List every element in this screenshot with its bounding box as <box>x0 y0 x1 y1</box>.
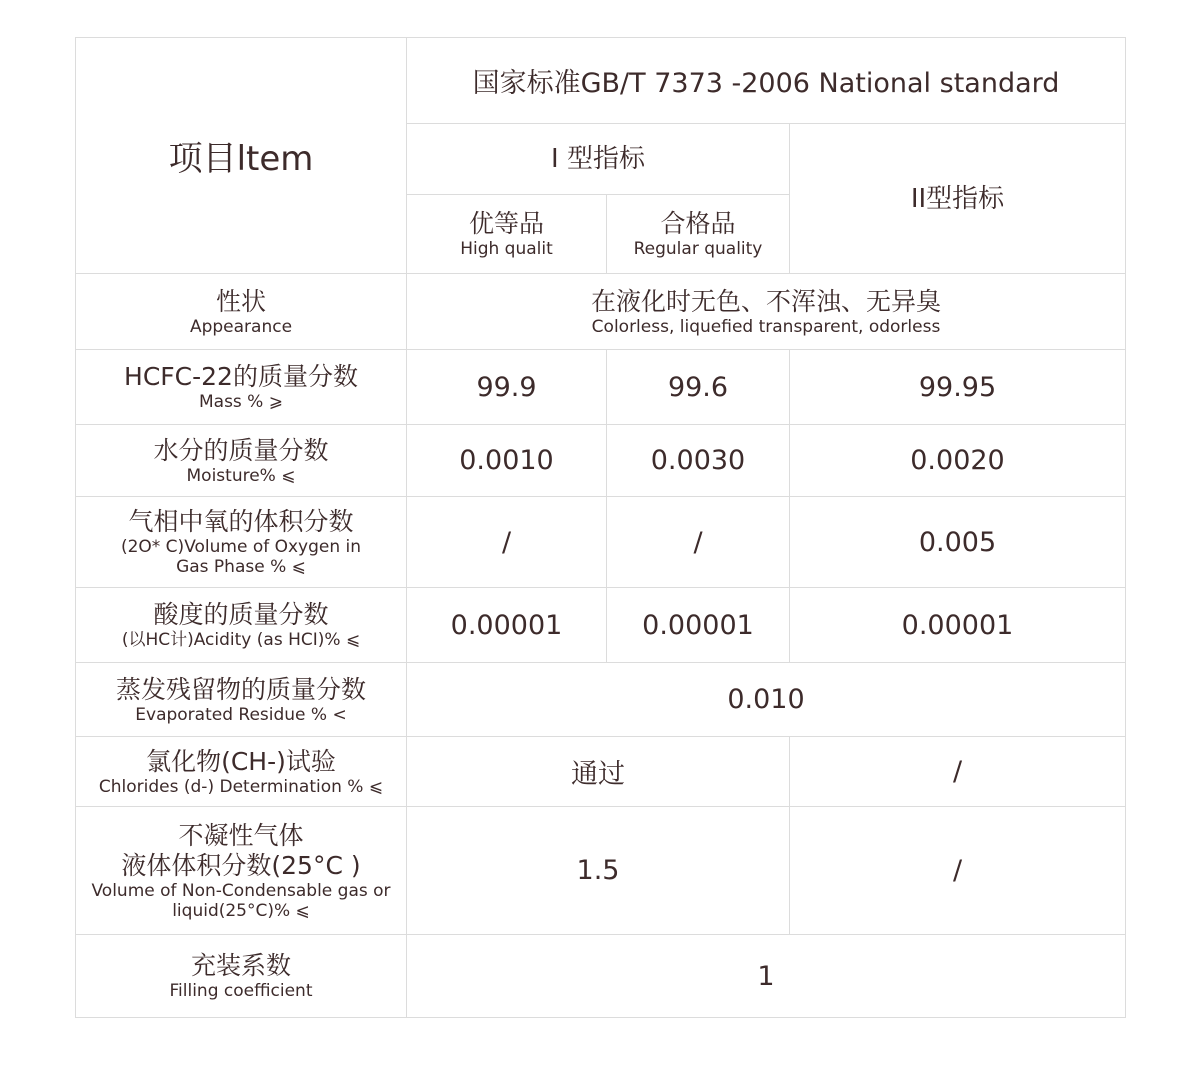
label-en: Appearance <box>189 316 293 337</box>
type2-cell <box>790 807 1126 935</box>
row-label <box>76 425 407 497</box>
value-cell <box>790 350 1126 425</box>
header-qualified <box>607 195 790 274</box>
value-cell <box>407 350 607 425</box>
value-cell <box>607 588 790 663</box>
row-label <box>76 497 407 588</box>
value-cell <box>407 425 607 497</box>
premium-cn: 优等品 <box>468 209 544 238</box>
row-label <box>76 807 407 935</box>
label-en: Evaporated Residue % < <box>135 704 347 725</box>
table-row <box>76 935 1126 1018</box>
table-row <box>76 350 1126 425</box>
row-label <box>76 935 407 1018</box>
standard-label: 国家标准GB/T 7373 -2006 National standard <box>472 68 1060 99</box>
merged-value: 0.010 <box>727 684 805 715</box>
spec-table <box>75 37 1126 1018</box>
row-label <box>76 737 407 807</box>
header-type2 <box>790 124 1126 274</box>
qualified-value: 0.0030 <box>650 445 746 476</box>
value-cell <box>407 588 607 663</box>
premium-en: High qualit <box>460 239 553 259</box>
merged-cell <box>407 274 1126 350</box>
label-cn: 水分的质量分数 <box>153 435 329 465</box>
value-cell <box>790 425 1126 497</box>
row-label <box>76 274 407 350</box>
table-row <box>76 38 1126 124</box>
label-en: Chlorides (d-) Determination % ⩽ <box>98 776 384 797</box>
label-cn: 性状 <box>215 286 266 316</box>
label-en: Mass % ⩾ <box>198 392 283 412</box>
type1-cell <box>407 807 790 935</box>
type1-cell <box>407 737 790 807</box>
type1-value: 1.5 <box>576 855 620 886</box>
header-item <box>76 38 407 274</box>
merged-cell <box>407 663 1126 737</box>
type1-label: I 型指标 <box>551 144 645 174</box>
row-label <box>76 588 407 663</box>
table-row <box>76 497 1126 588</box>
qualified-value: / <box>693 526 703 558</box>
header-standard <box>407 38 1126 124</box>
value-cell <box>607 425 790 497</box>
table-row <box>76 588 1126 663</box>
row-label <box>76 350 407 425</box>
table-row <box>76 425 1126 497</box>
appearance-en: Colorless, liquefied transparent, odorless <box>591 316 941 337</box>
type2-value: 0.0020 <box>910 445 1005 476</box>
premium-value: 99.9 <box>476 371 537 403</box>
merged-value: 1 <box>757 960 775 992</box>
label-cn: 气相中氧的体积分数 <box>128 507 354 536</box>
value-cell <box>607 497 790 588</box>
label-cn: 不凝性气体 <box>178 820 304 850</box>
label-cn: 蒸发残留物的质量分数 <box>115 674 366 704</box>
qualified-value: 99.6 <box>667 371 729 403</box>
type1-value: 通过 <box>571 759 625 790</box>
label-cn: 液体体积分数(25°C ) <box>121 850 361 880</box>
table-row <box>76 663 1126 737</box>
merged-cell <box>407 935 1126 1018</box>
header-type1 <box>407 124 790 195</box>
label-cn: HCFC-22的质量分数 <box>124 362 358 391</box>
item-label: 项目ltem <box>168 139 314 179</box>
label-en: (2O* C)Volume of Oxygen in <box>120 537 362 557</box>
value-cell <box>407 497 607 588</box>
value-cell <box>790 588 1126 663</box>
row-label <box>76 663 407 737</box>
qualified-cn: 合格品 <box>660 209 736 238</box>
type2-value: 0.00001 <box>901 609 1014 641</box>
type2-cell <box>790 737 1126 807</box>
type2-value: 0.005 <box>918 526 997 558</box>
label-en: liquid(25°C)% ⩽ <box>172 900 310 921</box>
label-en: Filling coefficient <box>169 981 313 1001</box>
label-cn: 酸度的质量分数 <box>153 600 329 629</box>
type2-value: / <box>952 855 963 886</box>
value-cell <box>607 350 790 425</box>
premium-value: 0.0010 <box>459 445 554 476</box>
qualified-value: 0.00001 <box>642 609 754 641</box>
value-cell <box>790 497 1126 588</box>
label-cn: 氯化物(CH-)试验 <box>146 746 336 776</box>
table-row <box>76 274 1126 350</box>
table-row <box>76 737 1126 807</box>
label-en: (以HC计)Acidity (as HCI)% ⩽ <box>121 630 361 650</box>
type2-value: / <box>952 756 963 787</box>
label-en: Volume of Non-Condensable gas or <box>91 880 391 901</box>
label-en: Gas Phase % ⩽ <box>176 557 306 577</box>
type2-label: II型指标 <box>910 183 1005 214</box>
table-row <box>76 807 1126 935</box>
type2-value: 99.95 <box>918 371 997 403</box>
appearance-cn: 在液化时无色、不浑浊、无异臭 <box>590 286 941 316</box>
label-en: Moisture% ⩽ <box>186 465 296 486</box>
header-premium <box>407 195 607 274</box>
premium-value: 0.00001 <box>450 609 563 641</box>
premium-value: / <box>501 526 512 558</box>
qualified-en: Regular quality <box>633 239 763 259</box>
label-cn: 充装系数 <box>190 951 291 980</box>
